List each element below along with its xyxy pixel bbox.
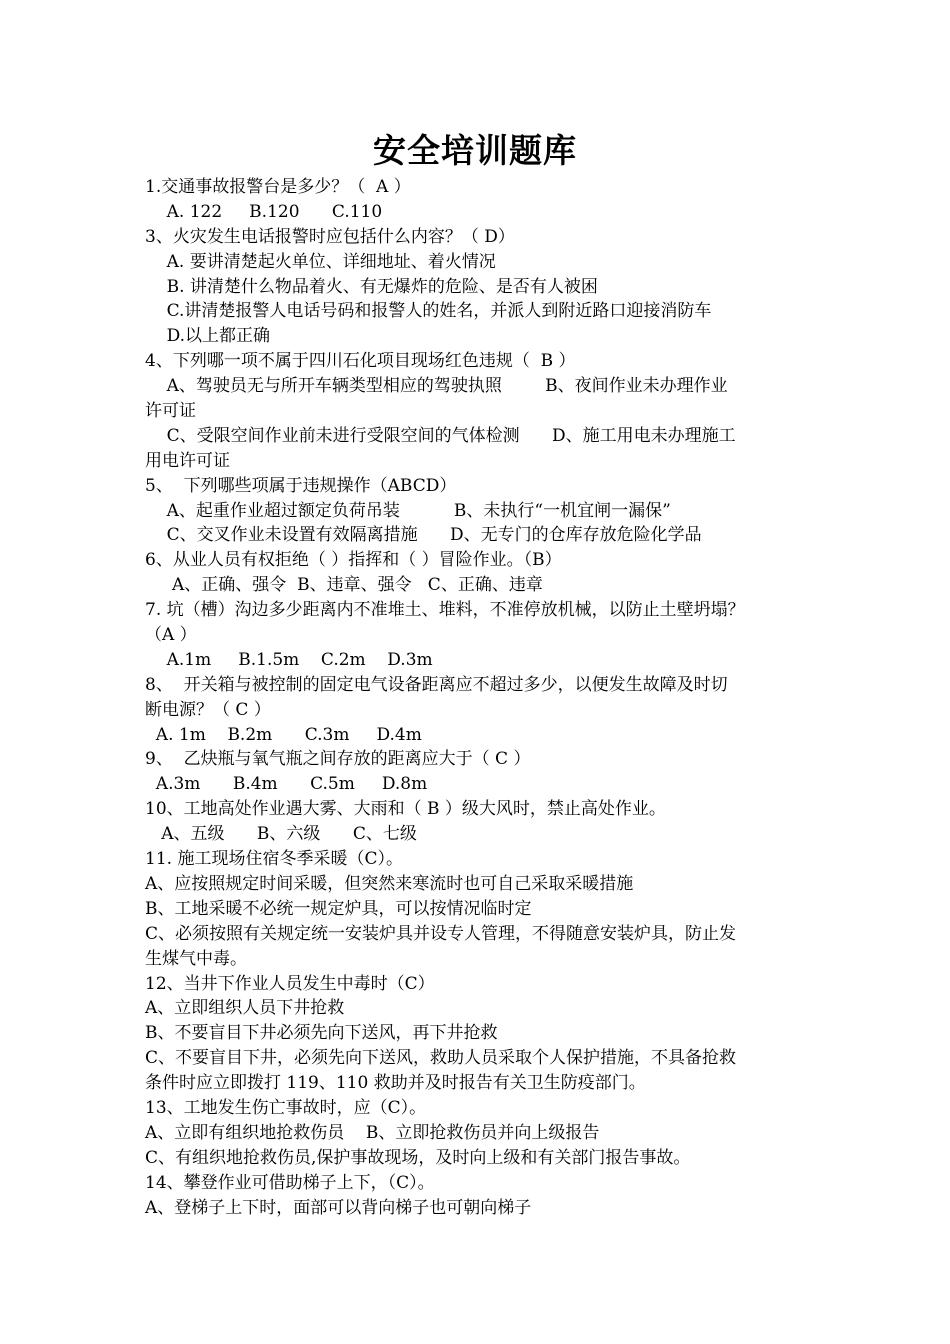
text-line: 14、攀登作业可借助梯子上下，（C）。 [145,1172,435,1193]
text-line: C、必须按照有关规定统一安装炉具并设专人管理，不得随意安装炉具，防止发 [145,923,737,944]
text-line: A.1m B.1.5m C.2m D.3m [145,649,433,670]
text-line: C.讲清楚报警人电话号码和报警人的姓名，并派人到附近路口迎接消防车 [145,301,712,322]
text-line: 用电许可证 [145,450,230,471]
text-line: C、交叉作业未设置有效隔离措施 D、无专门的仓库存放危险化学品 [145,525,702,546]
text-line: A、驾驶员无与所开车辆类型相应的驾驶执照 B、夜间作业未办理作业 [145,376,728,397]
page-title: 安全培训题库 [373,131,577,170]
text-line: 4、下列哪一项不属于四川石化项目现场红色违规（ B ） [145,351,576,372]
text-line: 6、从业人员有权拒绝（ ）指挥和（ ）冒险作业。（B） [145,550,562,571]
text-line: 断电源？（ C ） [145,699,271,720]
text-line: 许可证 [145,401,196,422]
text-line: A、立即组织人员下井抢救 [145,998,345,1019]
text-line: A. 要讲清楚起火单位、详细地址、着火情况 [145,251,496,272]
text-line: 生煤气中毒。 [145,948,247,969]
text-line: A、起重作业超过额定负荷吊装 B、未执行“一机宜闸一漏保” [145,500,671,521]
text-line: 7. 坑（槽）沟边多少距离内不准堆土、堆料，不准停放机械，以防止土壁坍塌？ [145,600,745,621]
text-line: B. 讲清楚什么物品着火、有无爆炸的危险、是否有人被困 [145,276,598,297]
text-line: D.以上都正确 [145,326,271,347]
text-line: C、受限空间作业前未进行受限空间的气体检测 D、施工用电未办理施工 [145,425,736,446]
text-line: C、不要盲目下井，必须先向下送风，救助人员采取个人保护措施，不具备抢救 [145,1048,737,1069]
text-line: （A ） [145,625,197,646]
text-line: 5、 下列哪些项属于违规操作（ABCD） [145,475,457,496]
text-line: 10、工地高处作业遇大雾、大雨和（ B ）级大风时，禁止高处作业。 [145,799,666,820]
text-line: A. 122 B.120 C.110 [145,201,383,222]
text-line: A.3m B.4m C.5m D.8m [145,774,428,795]
text-line: C、有组织地抢救伤员,保护事故现场，及时向上级和有关部门报告事故。 [145,1147,691,1168]
text-line: A、应按照规定时间采暖，但突然来寒流时也可自己采取采暖措施 [145,873,634,894]
text-line: 1.交通事故报警台是多少？（ A ） [145,177,411,197]
text-line: 8、 开关箱与被控制的固定电气设备距离应不超过多少，以便发生故障及时切 [145,674,728,695]
text-line: B、工地采暖不必统一规定炉具，可以按情况临时定 [145,898,532,919]
text-line: A、立即有组织地抢救伤员 B、立即抢救伤员并向上级报告 [145,1122,600,1143]
text-line: 9、 乙炔瓶与氧气瓶之间存放的距离应大于（ C ） [145,749,531,770]
text-line: A、五级 B、六级 C、七级 [145,824,417,845]
text-line: 13、工地发生伤亡事故时，应（C）。 [145,1097,427,1118]
text-line: B、不要盲目下井必须先向下送风，再下井抢救 [145,1023,498,1044]
text-line: A. 1m B.2m C.3m D.4m [145,724,422,745]
text-line: 11. 施工现场住宿冬季采暖（C）。 [145,849,403,870]
text-line: 12、当井下作业人员发生中毒时（C） [145,973,435,994]
text-line: 条件时应立即拨打 119、110 救助并及时报告有关卫生防疫部门。 [145,1073,646,1094]
text-line: 3、火灾发生电话报警时应包括什么内容？（ D） [145,226,515,247]
text-line: A、登梯子上下时，面部可以背向梯子也可朝向梯子 [145,1197,532,1218]
text-line: A、正确、强令 B、违章、强令 C、正确、违章 [145,575,543,596]
question-list [145,175,825,1220]
